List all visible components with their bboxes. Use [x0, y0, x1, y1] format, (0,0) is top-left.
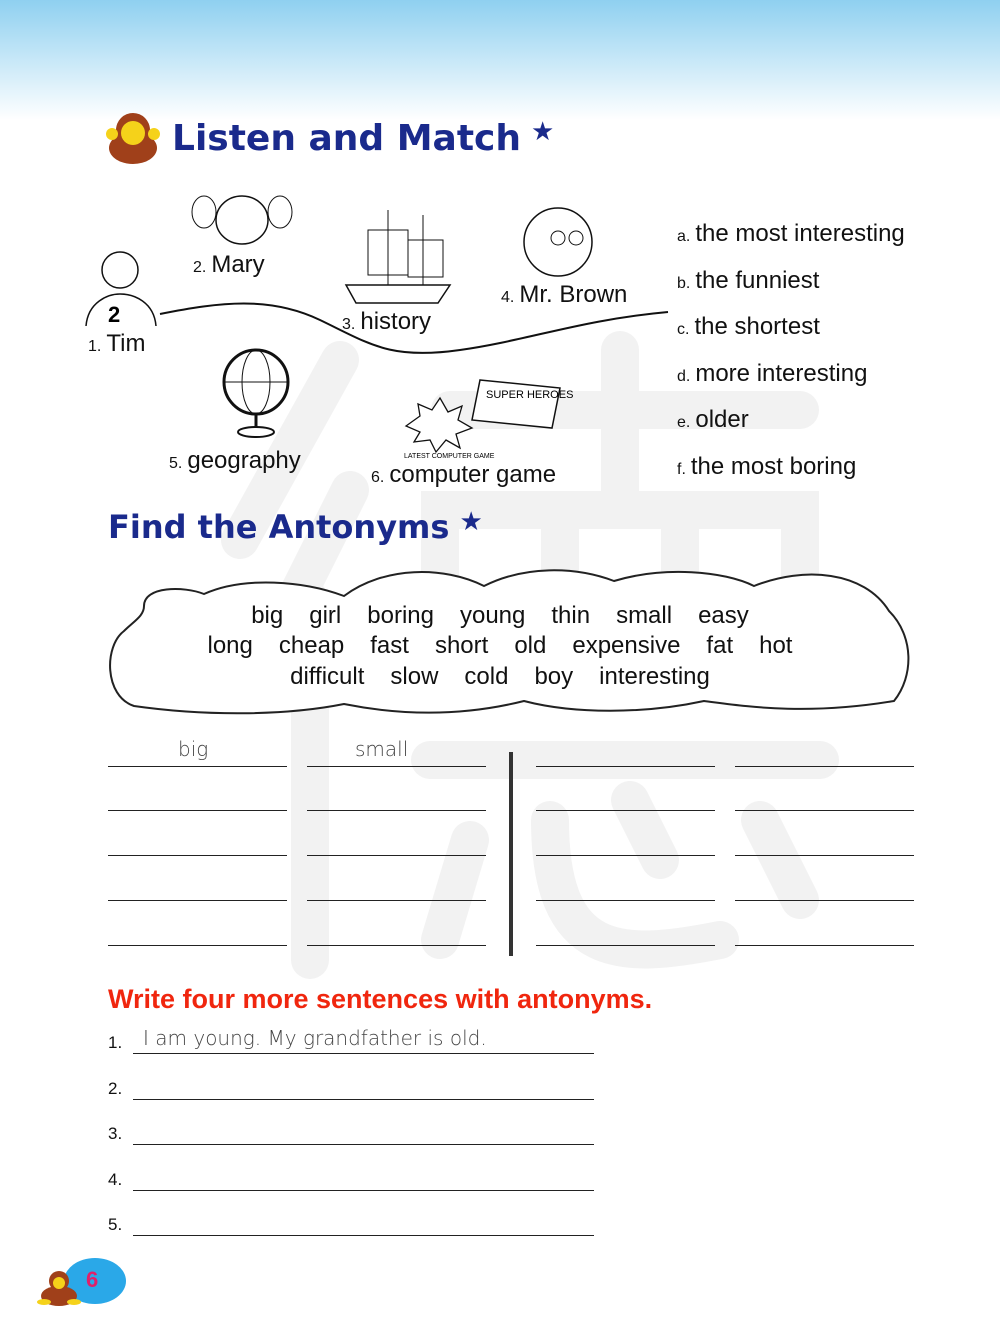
sentence-blank[interactable] [133, 1190, 594, 1191]
word: expensive [572, 632, 681, 659]
word: long [207, 632, 253, 659]
answer-blank[interactable] [536, 900, 715, 901]
page-number: 6 [86, 1267, 99, 1292]
match-options [677, 212, 905, 492]
item-mr-brown: 4. Mr. Brown [501, 281, 628, 308]
answer-blank[interactable] [536, 766, 715, 767]
word: slow [390, 663, 439, 690]
sentence-answer: I am young. My grandfather is old. [143, 1026, 487, 1050]
game-burst-text: LATEST COMPUTER GAME [404, 453, 495, 460]
antonyms-title: Find the Antonyms [108, 508, 450, 546]
word: cold [464, 663, 509, 690]
sentence-number: 5. [108, 1215, 123, 1234]
example-answer-2: small [355, 737, 409, 761]
sentence-blank[interactable] [133, 1235, 594, 1236]
sky-gradient [0, 0, 1000, 120]
sentence-number: 1. [108, 1033, 123, 1052]
word: interesting [599, 663, 710, 690]
listen-title-row [172, 118, 554, 159]
word-row-2 [0, 632, 1000, 660]
monkey-headphones-icon [104, 108, 162, 164]
answer-blank[interactable] [307, 900, 486, 901]
item-computer-game: 6. computer game [371, 461, 557, 488]
option-c: c. the shortest [677, 313, 820, 341]
mr-brown-illustration [508, 198, 604, 280]
word: boring [367, 602, 434, 629]
sentence-number: 3. [108, 1124, 123, 1143]
item-mary: 2. Mary [193, 251, 265, 278]
answer-blank[interactable] [536, 810, 715, 811]
word: difficult [290, 663, 365, 690]
sentence-blank[interactable] [133, 1144, 594, 1145]
item-tim: 1. Tim [88, 330, 146, 357]
word: fast [370, 632, 409, 659]
answer-blank[interactable] [735, 810, 914, 811]
answer-blank[interactable] [307, 855, 486, 856]
sentence-blank[interactable] [133, 1099, 594, 1100]
listen-title: Listen and Match [172, 118, 522, 159]
option-a: a. the most interesting [677, 220, 905, 247]
word: hot [759, 632, 793, 659]
word: thin [551, 602, 591, 629]
word: girl [309, 602, 342, 629]
word: boy [534, 663, 574, 690]
word: small [616, 602, 673, 629]
word: easy [698, 602, 749, 629]
answer-blank[interactable] [108, 945, 287, 946]
column-divider [509, 752, 513, 956]
word: short [434, 632, 489, 659]
sentence-blank[interactable] [133, 1053, 594, 1054]
item-geography: 5. geography [169, 447, 301, 474]
answer-blank[interactable] [108, 766, 287, 767]
word: fat [706, 632, 734, 659]
word-row-1 [0, 602, 1000, 630]
game-box-text: SUPER HEROES [486, 389, 574, 401]
mary-illustration [190, 190, 294, 248]
word-row-3 [0, 663, 1000, 691]
answer-blank[interactable] [108, 810, 287, 811]
globe-illustration [218, 346, 294, 440]
answer-blank[interactable] [536, 855, 715, 856]
option-b: b. the funniest [677, 266, 820, 294]
tim-shirt-number: 2 [108, 302, 121, 327]
answer-blank[interactable] [735, 766, 914, 767]
option-f: f. the most boring [677, 452, 857, 480]
sentence-number: 4. [108, 1170, 123, 1189]
computer-game-illustration [402, 376, 574, 460]
sentence-number: 2. [108, 1079, 123, 1098]
answer-blank[interactable] [536, 945, 715, 946]
word: big [251, 602, 284, 629]
tim-illustration [78, 242, 160, 328]
item-history: 3. history [342, 308, 432, 335]
word: old [514, 632, 547, 659]
answer-blank[interactable] [735, 900, 914, 901]
word: cheap [278, 632, 345, 659]
option-e: e. older [677, 406, 749, 434]
answer-blank[interactable] [735, 945, 914, 946]
sentences-title: Write four more sentences with antonyms. [108, 984, 653, 1014]
ship-illustration [338, 205, 458, 305]
monkey-icon [36, 1268, 82, 1306]
star-icon: ★ [459, 506, 483, 536]
answer-blank[interactable] [307, 810, 486, 811]
star-icon: ★ [531, 116, 555, 146]
antonyms-title-row [108, 508, 483, 546]
answer-blank[interactable] [307, 766, 486, 767]
example-answer-1: big [178, 737, 209, 761]
word: young [459, 602, 526, 629]
answer-blank[interactable] [108, 900, 287, 901]
answer-blank[interactable] [735, 855, 914, 856]
option-d: d. more interesting [677, 359, 868, 387]
answer-blank[interactable] [108, 855, 287, 856]
answer-blank[interactable] [307, 945, 486, 946]
